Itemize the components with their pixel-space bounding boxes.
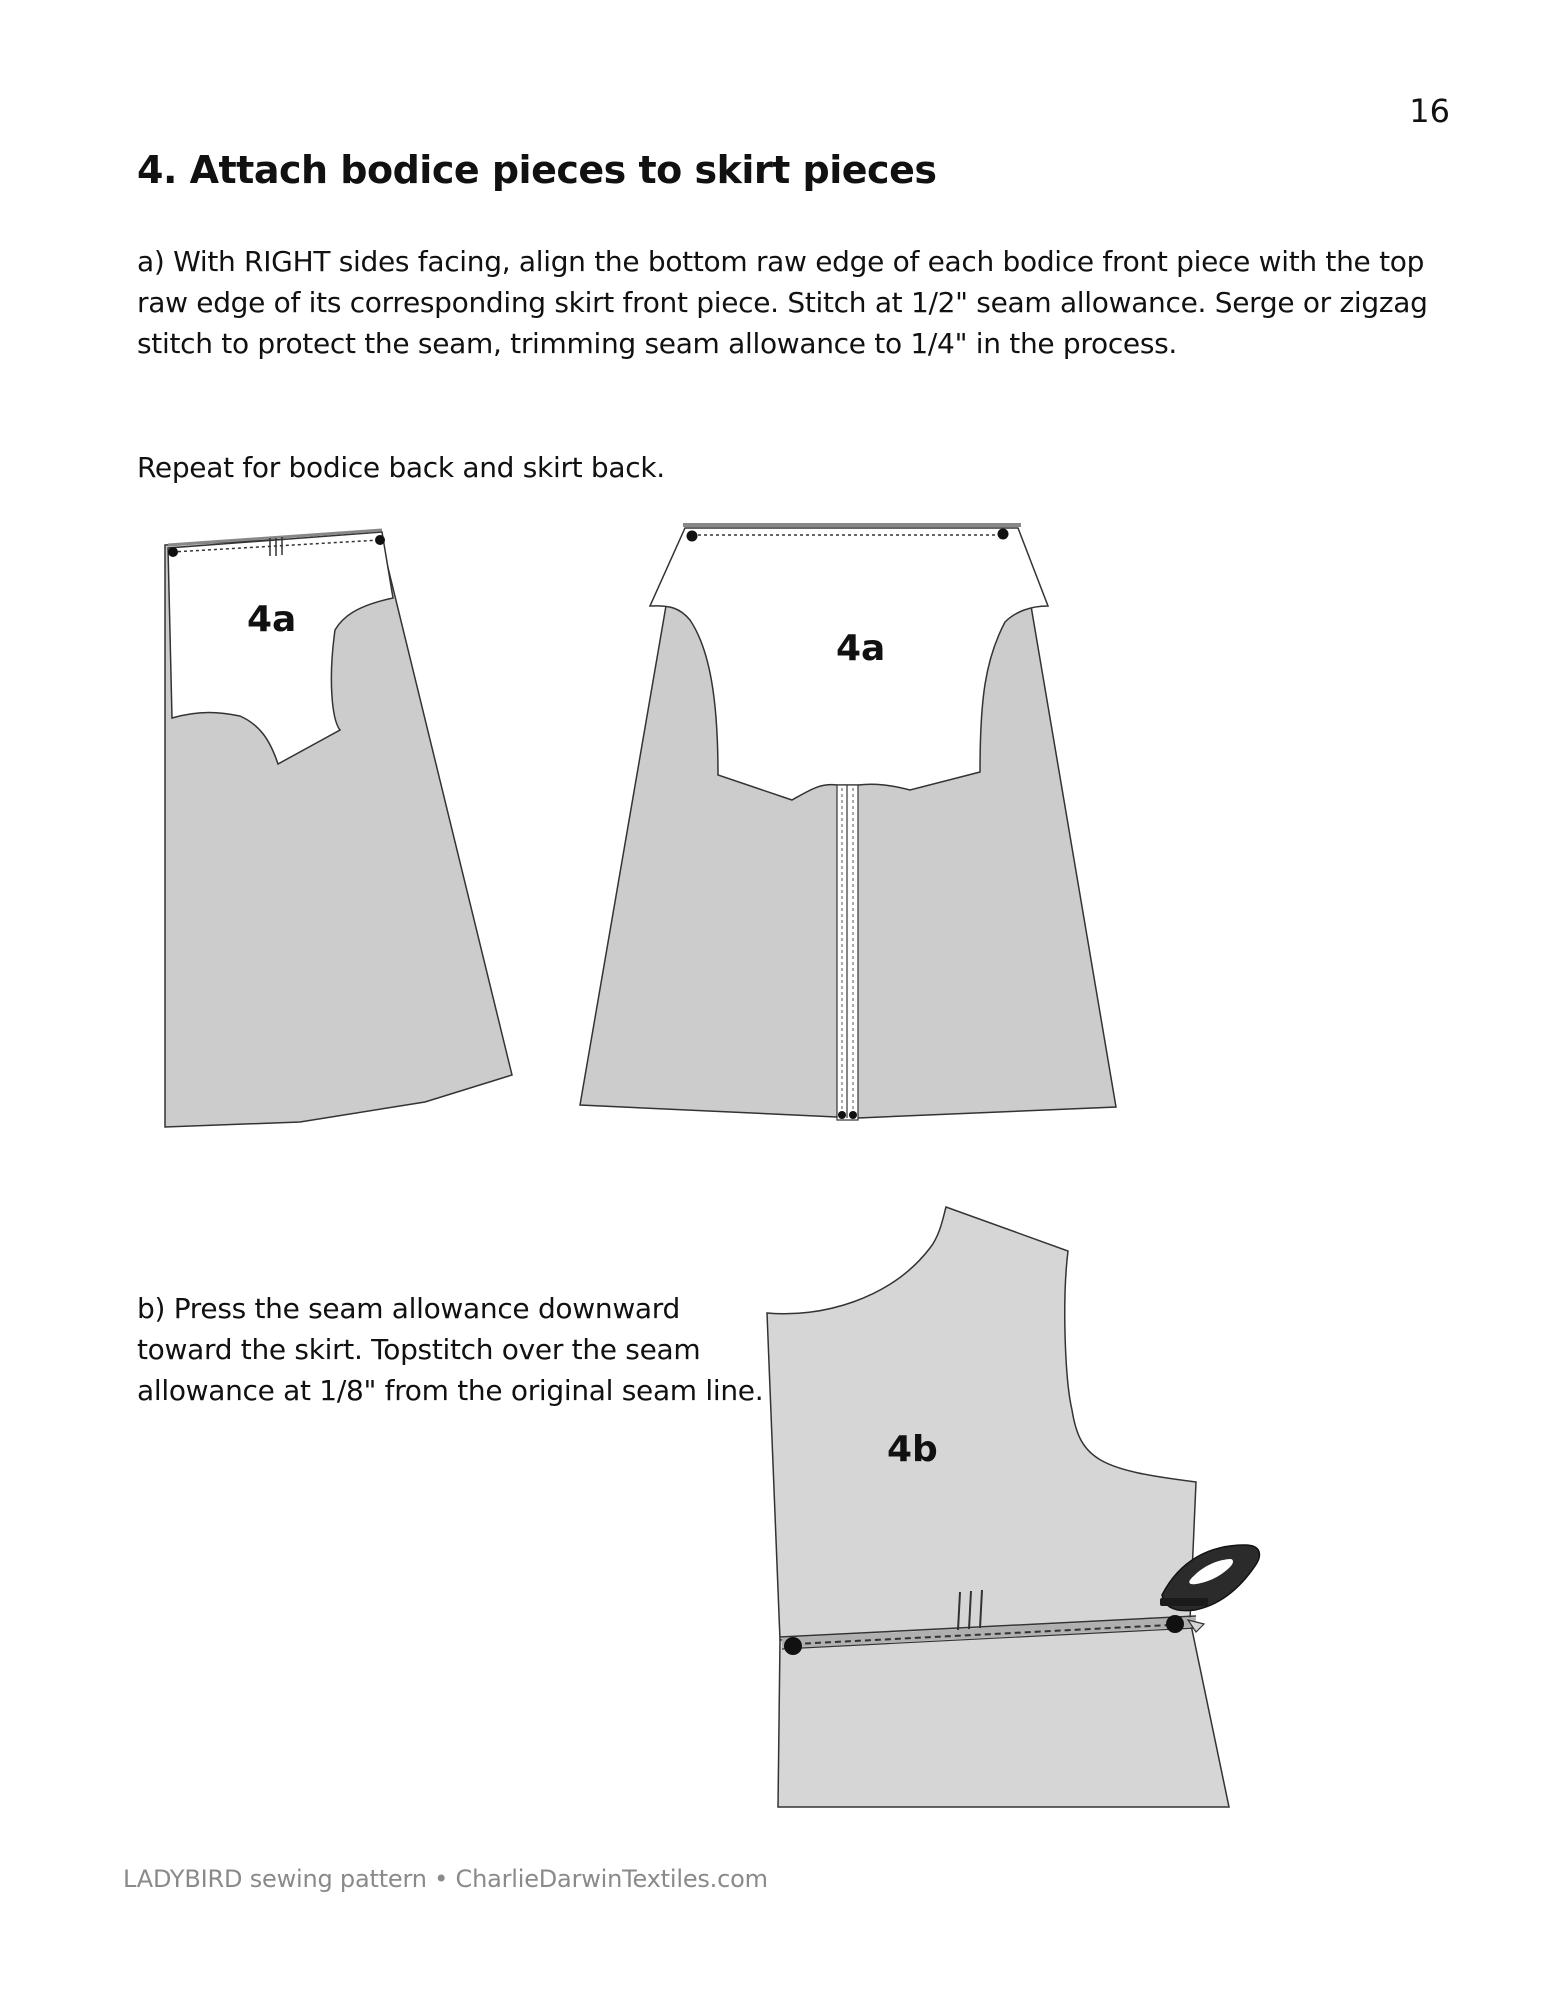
bottom-step-label: 4b xyxy=(887,1429,938,1470)
bottom-topstitch-diagram xyxy=(767,1207,1259,1807)
bottom-seam-dot-start xyxy=(784,1637,802,1655)
left-step-label: 4a xyxy=(247,599,297,640)
left-seam-dot-end xyxy=(375,535,385,545)
center-back-dot-right xyxy=(849,1111,857,1119)
center-step-label: 4a xyxy=(836,628,886,669)
page-footer: LADYBIRD sewing pattern • CharlieDarwinTextiles.com xyxy=(123,1865,768,1893)
center-bodice-skirt-diagram xyxy=(580,525,1116,1120)
bottom-skirt-piece xyxy=(778,1620,1229,1807)
center-seam-dot-start xyxy=(687,531,698,542)
center-seam-dot-end xyxy=(998,529,1009,540)
left-bodice-skirt-diagram xyxy=(165,530,512,1127)
step-a-instructions: a) With RIGHT sides facing, align the bottom raw edge of each bodice front piece with the top raw edge of its corresponding skirt front piece. Stitch at 1/2" seam allowance. Serge or zigzag stitch to protect the seam, trimming seam allowance to 1/4" in the process. xyxy=(137,245,1428,360)
step-b-instructions: b) Press the seam allowance downward toward the skirt. Topstitch over the seam allowance at 1/8" from the original seam line. xyxy=(137,1292,764,1407)
left-seam-dot-start xyxy=(168,547,178,557)
bottom-seam-dot-end xyxy=(1166,1615,1184,1633)
bottom-bodice-piece xyxy=(767,1207,1196,1640)
center-back-dot-left xyxy=(838,1111,846,1119)
repeat-instruction: Repeat for bodice back and skirt back. xyxy=(137,451,665,484)
section-heading: 4. Attach bodice pieces to skirt pieces xyxy=(137,148,937,192)
page-number: 16 xyxy=(1409,92,1450,130)
